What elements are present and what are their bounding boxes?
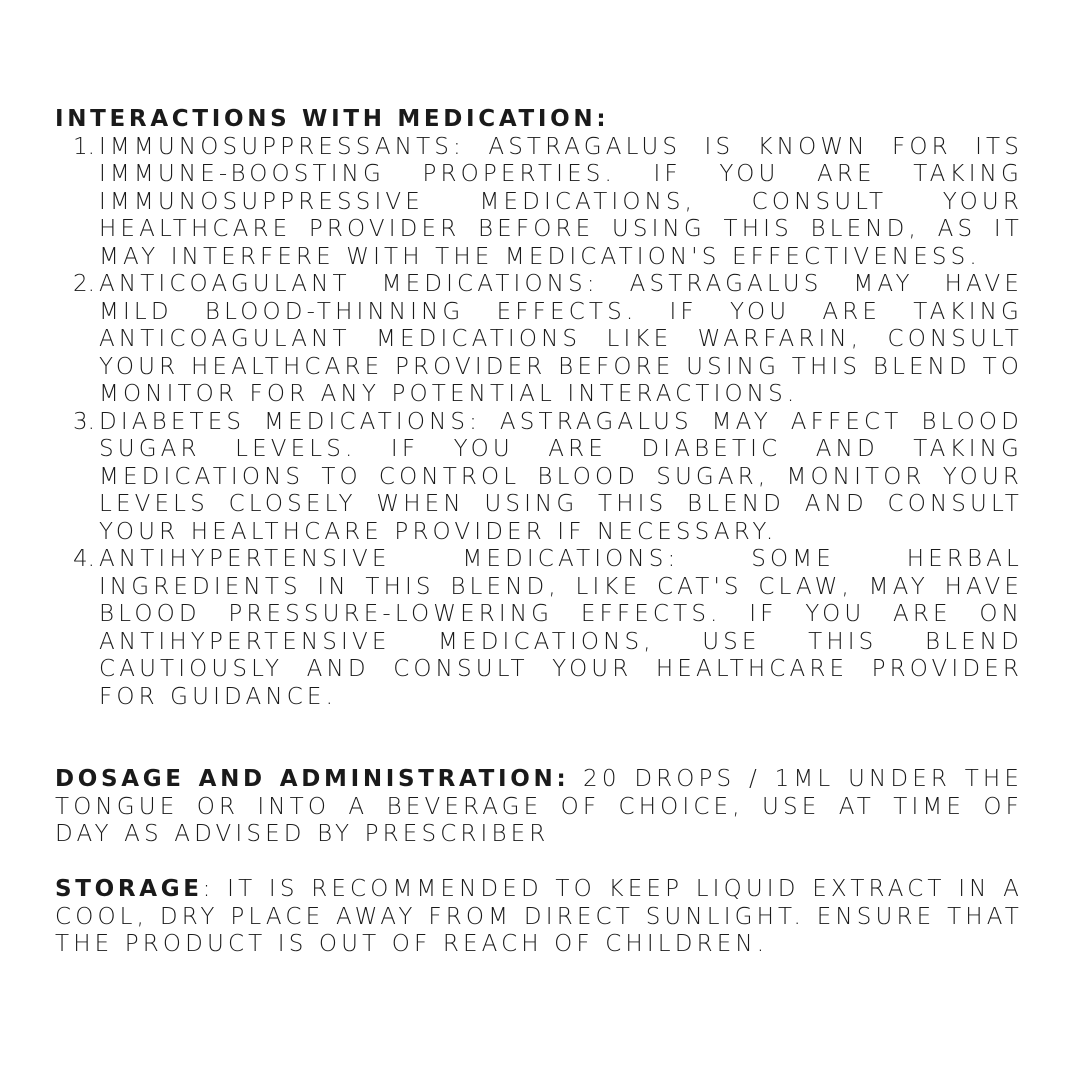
dosage-text: 20 DROPS / 1ML UNDER THE TONGUE OR INTO A BEVERAGE OF CHOICE, USE AT TIME OF DAY AS ADVISED BY PRESCRIBER xyxy=(55,766,1024,847)
storage-heading: STORAGE xyxy=(55,876,203,902)
list-item-number: 4. xyxy=(73,546,95,572)
interactions-heading: INTERACTIONS WITH MEDICATION: xyxy=(55,106,610,132)
list-item-text: DIABETES MEDICATIONS: ASTRAGALUS MAY AFFECT BLOOD SUGAR LEVELS. IF YOU ARE DIABETIC AND TAKING MEDICATIONS TO CONTROL BLOOD SUGAR, MONITOR YOUR LEVELS CLOSELY WHEN USING THIS BLEND AND CONSULT YOUR HEALTHCARE PROVIDER IF NECESSARY. xyxy=(99,408,1023,545)
list-item-number: 2. xyxy=(73,271,95,297)
list-item xyxy=(73,134,1023,272)
product-info-document xyxy=(55,106,1023,959)
dosage-heading: DOSAGE AND ADMINISTRATION: xyxy=(55,766,570,792)
dosage-paragraph xyxy=(55,766,1023,849)
list-item-text: ANTICOAGULANT MEDICATIONS: ASTRAGALUS MAY HAVE MILD BLOOD-THINNING EFFECTS. IF YOU ARE TAKING ANTICOAGULANT MEDICATIONS LIKE WARFARIN, CONSULT YOUR HEALTHCARE PROVIDER BEFORE USING THIS BLEND TO MONITOR FOR ANY POTENTIAL INTERACTIONS. xyxy=(99,271,1023,407)
storage-paragraph xyxy=(55,876,1023,959)
list-item xyxy=(73,546,1023,711)
list-item-number: 1. xyxy=(73,133,95,160)
list-item-text: ANTIHYPERTENSIVE MEDICATIONS: SOME HERBAL INGREDIENTS IN THIS BLEND, LIKE CAT'S CLAW, MAY HAVE BLOOD PRESSURE-LOWERING EFFECTS. IF YOU ARE ON ANTIHYPERTENSIVE MEDICATIONS, USE THIS BLEND CAUTIOUSLY AND CONSULT YOUR HEALTHCARE PROVIDER FOR GUIDANCE. xyxy=(99,546,1023,710)
list-item xyxy=(73,409,1023,547)
list-item-text: IMMUNOSUPPRESSANTS: ASTRAGALUS IS KNOWN FOR ITS IMMUNE-BOOSTING PROPERTIES. IF YOU ARE TAKING IMMUNOSUPPRESSIVE MEDICATIONS, CONSULT YOUR HEALTHCARE PROVIDER BEFORE USING THIS BLEND, AS IT MAY INTERFERE WITH THE MEDICATION'S EFFECTIVENESS. xyxy=(99,133,1023,270)
list-item-number: 3. xyxy=(73,408,95,435)
list-item xyxy=(73,271,1023,409)
interactions-list xyxy=(55,134,1023,712)
storage-text: : IT IS RECOMMENDED TO KEEP LIQUID EXTRACT IN A COOL, DRY PLACE AWAY FROM DIRECT SUNLIGHT. ENSURE THAT THE PRODUCT IS OUT OF REACH OF CHILDREN. xyxy=(55,876,1023,957)
interactions-section xyxy=(55,106,1023,711)
